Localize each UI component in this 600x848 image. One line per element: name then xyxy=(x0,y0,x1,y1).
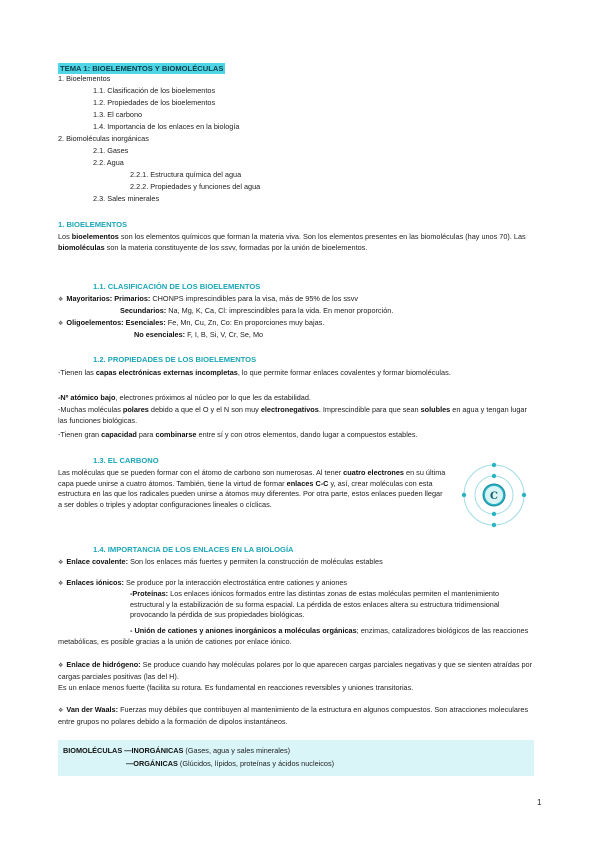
document-title: TEMA 1: BIOELEMENTOS Y BIOMOLÉCULAS xyxy=(60,64,224,73)
paragraph-bioelementos: Los bioelementos son los elementos químicos que forman la materia viva. Son los elementos presentes en las biomoléculas (hay unos 70). Las biomoléculas son la materia constituyente de los ssvv, formadas por la unión de bioelementos. xyxy=(58,232,526,252)
section-heading-enlaces: 1.4. IMPORTANCIA DE LOS ENLACES EN LA BIOLOGÍA xyxy=(93,545,294,554)
paragraph-propiedades-1: -Tienen las capas electrónicas externas incompletas, lo que permite formar enlaces covalentes y formar biomoléculas. xyxy=(58,368,451,377)
list-item-mayoritarios: ❖ Mayoritarios: Primarios: CHONPS imprescindibles para la visa, más de 95% de los ssvv xyxy=(58,294,358,303)
list-item-covalente: ❖ Enlace covalente: Son los enlaces más fuertes y permiten la construcción de moléculas estables xyxy=(58,557,383,566)
toc-item: 1.2. Propiedades de los bioelementos xyxy=(93,98,216,107)
paragraph-union-cationes: - Unión de cationes y aniones inorgánicos a moléculas orgánicas; enzimas, catalizadores biológicos de las reacciones metabólicas, es posible gracias a la unión de cationes por enlace iónico. xyxy=(58,626,529,646)
diamond-bullet-icon: ❖ xyxy=(58,663,64,669)
summary-line-inorganicas: BIOMOLÉCULAS —INORGÁNICAS (Gases, agua y sales minerales) xyxy=(63,746,291,755)
diamond-bullet-icon: ❖ xyxy=(58,581,64,587)
list-item-no-esenciales: No esenciales: F, I, B, Si, V, Cr, Se, Mo xyxy=(134,330,264,339)
paragraph-propiedades-2: -Nº atómico bajo, electrones próximos al núcleo por lo que les da estabilidad. xyxy=(58,393,311,402)
diamond-bullet-icon: ❖ xyxy=(58,560,64,566)
section-heading-bioelementos: 1. BIOELEMENTOS xyxy=(58,220,128,229)
list-item-ionicos: ❖ Enlaces iónicos: Se produce por la interacción electrostática entre cationes y aniones xyxy=(58,578,348,587)
toc-item: 1.3. El carbono xyxy=(93,110,143,119)
carbon-atom-diagram xyxy=(458,459,530,531)
toc-item: 2.2.2. Propiedades y funciones del agua xyxy=(130,182,261,191)
toc-item: 2.2.1. Estructura química del agua xyxy=(130,170,242,179)
paragraph-carbono: Las moléculas que se pueden formar con el átomo de carbono son numerosas. Al tener cuatro electrones en su última capa puede unirse a cuatro átomos. También, tiene la virtud de formar enlaces C-C y, así, crear moléculas con esta estructura en las que los radicales pueden unirse a átomos muy diferentes. Por otra parte, estos enlaces pueden llegar a ser dobles o triples y adoptar configuraciones lineales o cíclicas. xyxy=(58,468,446,509)
toc-item: 1.1. Clasificación de los bioelementos xyxy=(93,86,216,95)
diamond-bullet-icon: ❖ xyxy=(58,297,64,303)
carbon-symbol: C xyxy=(490,491,498,502)
toc-item: 2. Biomoléculas inorgánicas xyxy=(58,134,149,143)
toc-item: 1. Bioelementos xyxy=(58,74,111,83)
page-number: 1 xyxy=(537,798,542,807)
toc-item: 2.2. Agua xyxy=(93,158,124,167)
toc-item: 1.4. Importancia de los enlaces en la biología xyxy=(93,122,240,131)
section-heading-carbono: 1.3. EL CARBONO xyxy=(93,456,159,465)
section-heading-propiedades: 1.2. PROPIEDADES DE LOS BIOELEMENTOS xyxy=(93,355,257,364)
summary-line-organicas: —ORGÁNICAS (Glúcidos, lípidos, proteínas y ácidos nucleicos) xyxy=(126,759,335,768)
diamond-bullet-icon: ❖ xyxy=(58,321,64,327)
paragraph-propiedades-3: -Muchas moléculas polares debido a que el O y el N son muy electronegativos. Imprescindible para que sean solubles en agua y tengan lugar las funciones biológicas. xyxy=(58,405,527,425)
toc-item: 2.3. Sales minerales xyxy=(93,194,160,203)
toc-item: 2.1. Gases xyxy=(93,146,129,155)
section-heading-clasificacion: 1.1. CLASIFICACIÓN DE LOS BIOELEMENTOS xyxy=(93,282,261,291)
list-item-secundarios: Secundarios: Na, Mg, K, Ca, Cl: imprescindibles para la vida. En menor proporción. xyxy=(120,306,394,315)
paragraph-propiedades-4: -Tienen gran capacidad para combinarse entre sí y con otros elementos, dando lugar a compuestos estables. xyxy=(58,430,418,439)
paragraph-proteinas: -Proteínas: Los enlaces iónicos formados entre las distintas zonas de estas moléculas permiten el mantenimiento estructural y la estabilización de su forma espacial. La pérdida de estos enlaces altera su estructura tridimensional provocando la pérdida de sus propiedades biológicas. xyxy=(130,589,500,619)
paragraph-van-der-waals: ❖ Van der Waals: Fuerzas muy débiles que contribuyen al mantenimiento de la estructura en algunos compuestos. Son atracciones moleculares entre grupos no polares debido a la formación de dipolos instantáneos. xyxy=(58,705,529,726)
diamond-bullet-icon: ❖ xyxy=(58,708,64,714)
paragraph-hidrogeno: ❖ Enlace de hidrógeno: Se produce cuando hay moléculas polares por lo que aparecen cargas parciales negativas y que se sienten atraídas por cargas parciales positivas (las del H). xyxy=(58,660,533,681)
paragraph-hidrogeno-2: Es un enlace menos fuerte (facilita su rotura. Es fundamental en reacciones reversibles y uniones transitorias. xyxy=(58,683,414,692)
list-item-oligoelementos: ❖ Oligoelementos: Esenciales: Fe, Mn, Cu, Zn, Co: En proporciones muy bajas. xyxy=(58,318,325,327)
